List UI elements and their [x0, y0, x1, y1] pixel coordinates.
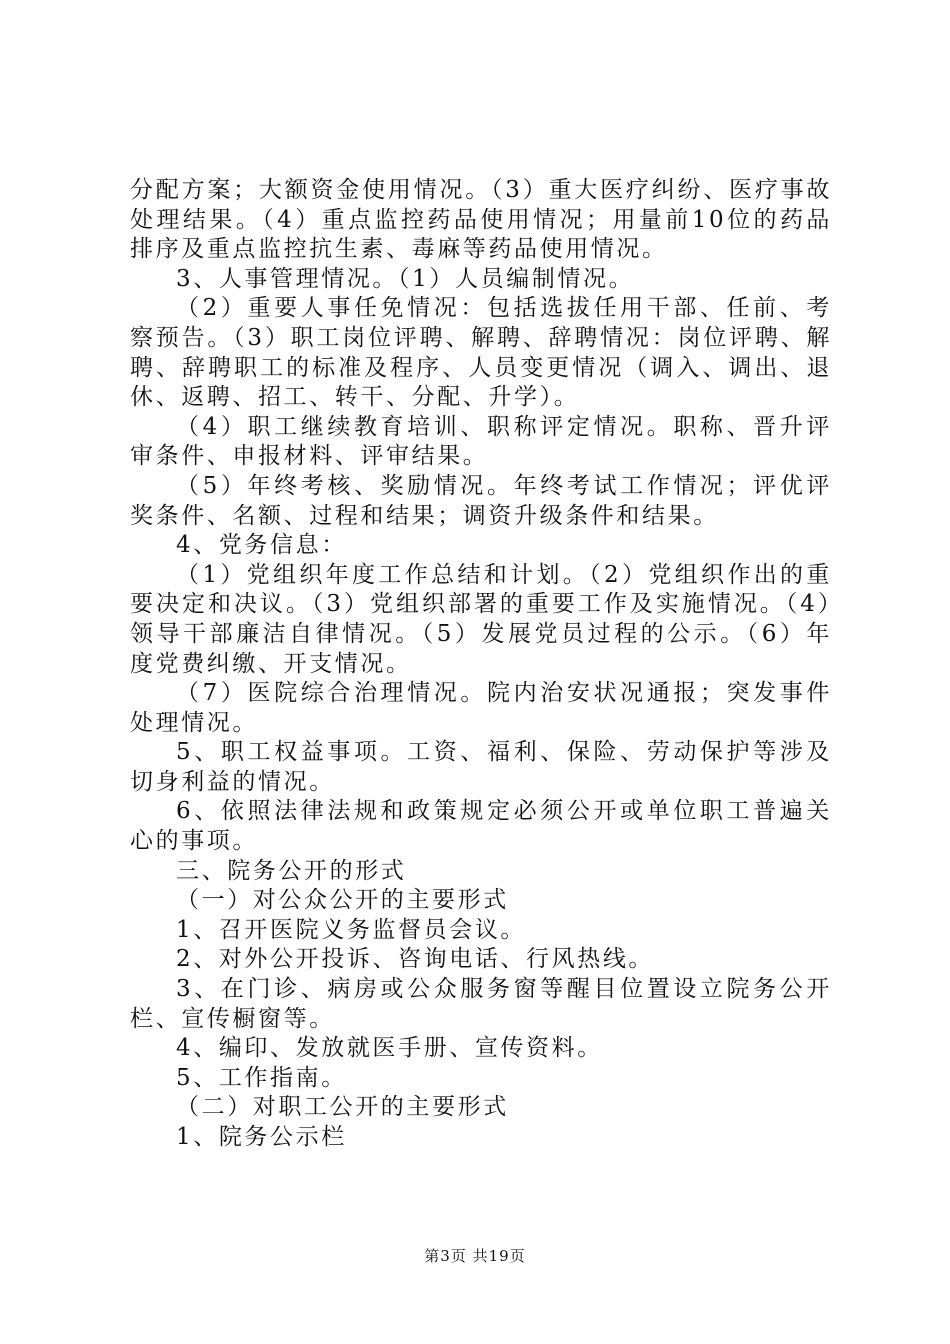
section-heading: 三、院务公开的形式: [176, 857, 407, 884]
list-item: 3、在门诊、病房或公众服务窗等醒目位置设立院务公开栏、宣传橱窗等。: [130, 976, 832, 1032]
document-body: [130, 176, 832, 1153]
paragraph: （2）重要人事任免情况：包括选拔任用干部、任前、考察预告。（3）职工岗位评聘、解聘、辞聘情况：岗位评聘、解聘、辞聘职工的标准及程序、人员变更情况（调入、调出、退休、返聘、招工、转干、分配、升学）。: [130, 295, 832, 411]
subsection-heading: （一）对公众公开的主要形式: [176, 887, 509, 914]
list-item: 1、院务公示栏: [176, 1124, 347, 1150]
paragraph: 5、职工权益事项。工资、福利、保险、劳动保护等涉及切身利益的情况。: [130, 739, 832, 795]
paragraph: 6、依照法律法规和政策规定必须公开或单位职工普遍关心的事项。: [130, 798, 832, 855]
list-item: 2、对外公开投诉、咨询电话、行风热线。: [176, 946, 655, 973]
subsection-heading: （二）对职工公开的主要形式: [176, 1094, 509, 1121]
list-item: 5、工作指南。: [176, 1064, 347, 1091]
paragraph: 3、人事管理情况。（1）人员编制情况。: [176, 265, 635, 292]
paragraph: （4）职工继续教育培训、职称评定情况。职称、晋升评审条件、申报材料、评审结果。: [130, 413, 832, 470]
paragraph: （5）年终考核、奖励情况。年终考试工作情况；评优评奖条件、名额、过程和结果；调资升级条件和结果。: [130, 472, 832, 529]
paragraph: （1）党组织年度工作总结和计划。（2）党组织作出的重要决定和决议。（3）党组织部署的重要工作及实施情况。（4）领导干部廉洁自律情况。（5）发展党员过程的公示。（6）年度党费纠缴、开支情况。: [130, 561, 832, 677]
paragraph: （7）医院综合治理情况。院内治安状况通报；突发事件处理情况。: [130, 680, 832, 736]
page-number-footer: 第3页 共19页: [424, 1247, 526, 1265]
list-item: 1、召开医院义务监督员会议。: [176, 916, 527, 943]
paragraph: 4、党务信息：: [176, 532, 347, 559]
list-item: 4、编印、发放就医手册、宣传资料。: [176, 1035, 603, 1062]
paragraph: 分配方案；大额资金使用情况。（3）重大医疗纠纷、医疗事故处理结果。（4）重点监控药品使用情况；用量前10位的药品排序及重点监控抗生素、毒麻等药品使用情况。: [130, 177, 832, 263]
